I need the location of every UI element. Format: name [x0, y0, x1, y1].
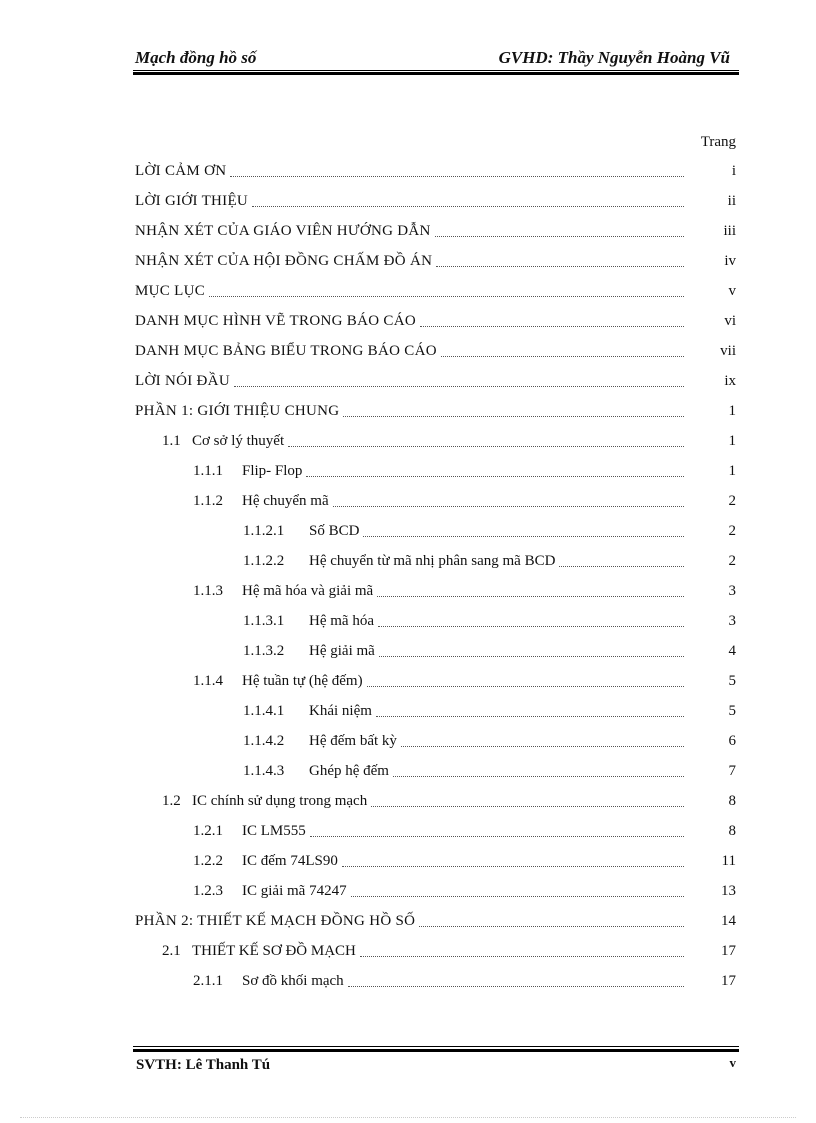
toc-leader-dots [288, 446, 684, 447]
toc-entry[interactable] [0, 577, 816, 607]
toc-entry-page: 5 [728, 703, 736, 719]
toc-leader-dots [559, 566, 684, 567]
toc-entry[interactable] [0, 217, 816, 247]
toc-leader-dots [348, 986, 684, 987]
toc-entry-label [193, 823, 310, 840]
toc-entry-label [135, 223, 435, 240]
toc-entry-title: IC LM555 [242, 823, 306, 839]
toc-entry[interactable] [0, 397, 816, 427]
table-of-contents [0, 157, 816, 997]
toc-entry-number: 1.1.3.2 [243, 643, 285, 659]
toc-entry-title: NHẬN XÉT CỦA HỘI ĐỒNG CHẤM ĐỒ ÁN [135, 253, 433, 269]
toc-entry-page: 2 [728, 523, 736, 539]
toc-entry-label [193, 673, 367, 690]
toc-entry-number: 1.1.2 [193, 493, 223, 509]
toc-entry-title: Flip- Flop [242, 463, 303, 479]
toc-entry-label [135, 193, 252, 210]
toc-entry-page: 1 [728, 463, 736, 479]
toc-entry[interactable] [0, 967, 816, 997]
toc-entry-page: 2 [728, 553, 736, 569]
toc-entry-title: LỜI GIỚI THIỆU [135, 193, 249, 209]
toc-entry-label [135, 403, 343, 420]
toc-entry-title: PHẦN 2: THIẾT KẾ MẠCH ĐỒNG HỒ SỐ [135, 913, 416, 929]
toc-leader-dots [420, 326, 684, 327]
toc-entry-label [193, 583, 377, 600]
toc-leader-dots [252, 206, 684, 207]
toc-entry-number: 1.2.1 [193, 823, 223, 839]
toc-entry-number: 1.1.3 [193, 583, 223, 599]
toc-leader-dots [376, 716, 684, 717]
toc-entry-title: NHẬN XÉT CỦA GIÁO VIÊN HƯỚNG DẪN [135, 223, 431, 239]
toc-entry-number: 1.2 [162, 793, 181, 809]
toc-entry-page: vii [720, 343, 736, 359]
header-supervisor: GVHD: Thầy Nguyễn Hoàng Vũ [498, 48, 730, 67]
toc-entry[interactable] [0, 187, 816, 217]
toc-entry-page: 1 [728, 433, 736, 449]
toc-entry-number: 1.2.3 [193, 883, 223, 899]
toc-entry[interactable] [0, 937, 816, 967]
toc-entry[interactable] [0, 547, 816, 577]
toc-entry[interactable] [0, 337, 816, 367]
toc-entry-page: i [731, 163, 736, 179]
toc-entry-page: 13 [721, 883, 736, 899]
toc-leader-dots [436, 266, 684, 267]
toc-leader-dots [367, 686, 684, 687]
toc-entry-page: 11 [721, 853, 736, 869]
toc-entry-number: 1.1.2.2 [243, 553, 285, 569]
toc-entry-label [193, 853, 342, 870]
toc-entry-title: Sơ đồ khối mạch [242, 973, 344, 989]
toc-entry[interactable] [0, 457, 816, 487]
toc-entry-label [135, 343, 441, 360]
toc-entry-number: 1.1.4.3 [243, 763, 285, 779]
footer-rule-thin [133, 1046, 739, 1047]
toc-entry-label [243, 523, 363, 540]
toc-entry-title: MỤC LỤC [135, 283, 206, 299]
toc-leader-dots [351, 896, 684, 897]
toc-entry-label [135, 913, 419, 930]
header-course-title: Mạch đồng hồ số [135, 48, 257, 67]
header-rule-thick [133, 72, 739, 75]
header-rule-thin [133, 70, 739, 71]
toc-entry-page: 3 [728, 613, 736, 629]
toc-entry[interactable] [0, 847, 816, 877]
toc-entry-title: Hệ chuyển mã [242, 493, 329, 509]
toc-entry-label [135, 283, 209, 300]
toc-entry[interactable] [0, 817, 816, 847]
toc-leader-dots [209, 296, 684, 297]
toc-entry[interactable] [0, 877, 816, 907]
toc-leader-dots [435, 236, 684, 237]
toc-entry-page: 17 [721, 973, 736, 989]
toc-entry-label [243, 733, 401, 750]
toc-entry-number: 1.1.3.1 [243, 613, 285, 629]
toc-entry-page: 6 [728, 733, 736, 749]
toc-entry-label [243, 763, 393, 780]
toc-entry[interactable] [0, 247, 816, 277]
toc-entry[interactable] [0, 637, 816, 667]
toc-leader-dots [419, 926, 684, 927]
toc-entry[interactable] [0, 487, 816, 517]
toc-entry[interactable] [0, 607, 816, 637]
toc-leader-dots [306, 476, 684, 477]
toc-entry[interactable] [0, 757, 816, 787]
toc-leader-dots [234, 386, 684, 387]
toc-leader-dots [401, 746, 684, 747]
toc-entry-label [193, 973, 348, 990]
toc-entry-label [135, 313, 420, 330]
toc-entry-title: Ghép hệ đếm [309, 763, 389, 779]
footer-rule-thick [133, 1049, 739, 1052]
toc-entry-title: IC chính sử dụng trong mạch [192, 793, 368, 809]
toc-entry-page: 17 [721, 943, 736, 959]
toc-entry-number: 2.1 [162, 943, 181, 959]
toc-entry-page: 3 [728, 583, 736, 599]
toc-entry-title: Số BCD [309, 523, 360, 539]
toc-entry-label [193, 883, 351, 900]
toc-leader-dots [363, 536, 684, 537]
toc-entry[interactable] [0, 517, 816, 547]
toc-entry-number: 1.1.2.1 [243, 523, 285, 539]
toc-entry-page: ix [724, 373, 736, 389]
toc-entry-number: 1.1.1 [193, 463, 223, 479]
toc-entry-title: LỜI CẢM ƠN [135, 163, 227, 179]
toc-leader-dots [378, 626, 684, 627]
toc-entry-title: IC đếm 74LS90 [242, 853, 338, 869]
toc-entry-page: iv [724, 253, 736, 269]
toc-entry-page: v [728, 283, 736, 299]
toc-entry-page: 1 [728, 403, 736, 419]
toc-entry-title: Hệ giải mã [309, 643, 375, 659]
toc-entry-label [135, 253, 436, 270]
toc-entry-page: ii [727, 193, 736, 209]
toc-entry[interactable] [0, 157, 816, 187]
toc-entry-label [193, 463, 306, 480]
toc-entry-title: IC giải mã 74247 [242, 883, 347, 899]
toc-entry-title: Cơ sở lý thuyết [192, 433, 285, 449]
toc-entry-title: DANH MỤC BẢNG BIỂU TRONG BÁO CÁO [135, 343, 437, 359]
toc-entry-number: 1.1 [162, 433, 181, 449]
toc-entry-label [243, 703, 376, 720]
toc-leader-dots [310, 836, 684, 837]
toc-entry[interactable] [0, 787, 816, 817]
toc-leader-dots [441, 356, 684, 357]
toc-entry-title: Hệ chuyển từ mã nhị phân sang mã BCD [309, 553, 556, 569]
toc-entry-title: Hệ đếm bất kỳ [309, 733, 397, 749]
toc-entry-title: LỜI NÓI ĐẦU [135, 373, 230, 389]
toc-entry-page: iii [723, 223, 736, 239]
toc-leader-dots [377, 596, 684, 597]
toc-entry-label [243, 643, 379, 660]
toc-entry-page: 7 [728, 763, 736, 779]
toc-entry-title: PHẦN 1: GIỚI THIỆU CHUNG [135, 403, 340, 419]
toc-leader-dots [343, 416, 684, 417]
toc-entry[interactable] [0, 727, 816, 757]
toc-leader-dots [393, 776, 684, 777]
toc-entry-label [243, 613, 378, 630]
toc-entry-page: 8 [728, 793, 736, 809]
toc-entry[interactable] [0, 667, 816, 697]
toc-entry-page: 4 [728, 643, 736, 659]
toc-leader-dots [371, 806, 684, 807]
toc-entry[interactable] [0, 907, 816, 937]
toc-entry-label [193, 493, 333, 510]
toc-entry-title: Hệ mã hóa [309, 613, 374, 629]
toc-entry-number: 1.1.4.1 [243, 703, 285, 719]
page-edge-dashes [20, 1117, 796, 1118]
toc-leader-dots [333, 506, 684, 507]
toc-entry[interactable] [0, 427, 816, 457]
toc-leader-dots [360, 956, 684, 957]
toc-entry-page: 14 [721, 913, 736, 929]
toc-entry-label [162, 943, 360, 960]
toc-entry-page: 5 [728, 673, 736, 689]
toc-entry-page: vi [724, 313, 736, 329]
toc-leader-dots [230, 176, 684, 177]
toc-leader-dots [342, 866, 684, 867]
toc-entry-page: 8 [728, 823, 736, 839]
toc-entry-number: 1.1.4.2 [243, 733, 285, 749]
toc-entry-number: 1.2.2 [193, 853, 223, 869]
toc-entry-title: Hệ tuần tự (hệ đếm) [242, 673, 363, 689]
toc-entry-number: 1.1.4 [193, 673, 223, 689]
toc-entry-number: 2.1.1 [193, 973, 223, 989]
toc-entry[interactable] [0, 307, 816, 337]
toc-entry-label [243, 553, 559, 570]
toc-entry-title: Khái niệm [309, 703, 372, 719]
toc-entry-label [162, 433, 288, 450]
toc-entry[interactable] [0, 277, 816, 307]
toc-entry-page: 2 [728, 493, 736, 509]
toc-entry-label [135, 373, 234, 390]
footer-student: SVTH: Lê Thanh Tú [136, 1057, 271, 1073]
toc-entry[interactable] [0, 697, 816, 727]
toc-entry-label [135, 163, 230, 180]
footer-page-number: v [729, 1055, 736, 1070]
toc-entry-title: Hệ mã hóa và giải mã [242, 583, 374, 599]
toc-entry-label [162, 793, 371, 810]
toc-leader-dots [379, 656, 684, 657]
toc-entry[interactable] [0, 367, 816, 397]
toc-entry-title: DANH MỤC HÌNH VẼ TRONG BÁO CÁO [135, 313, 416, 329]
toc-entry-title: THIẾT KẾ SƠ ĐỒ MẠCH [192, 943, 356, 959]
toc-page-heading: Trang [700, 134, 736, 150]
